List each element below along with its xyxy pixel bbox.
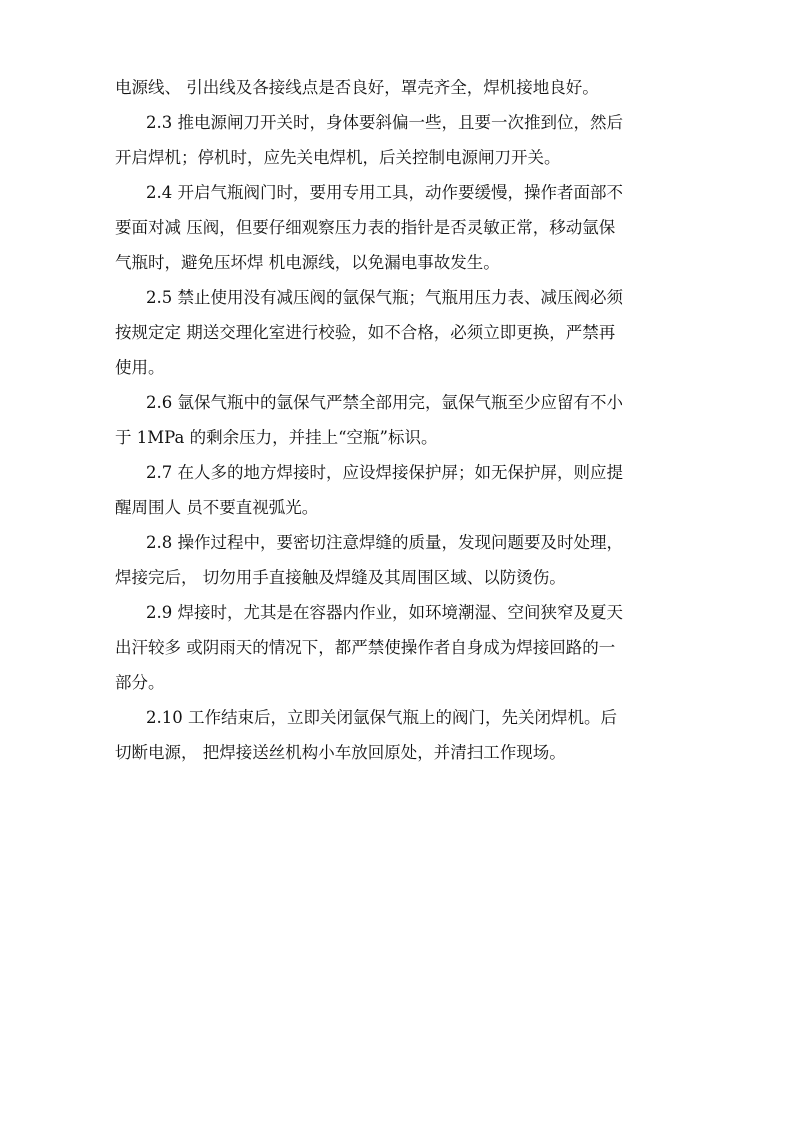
text-line: 2.7 在人多的地方焊接时，应设焊接保护屏；如无保护屏，则应提: [146, 463, 623, 482]
text-line: 2.4 开启气瓶阀门时，要用专用工具，动作要缓慢，操作者面部不: [146, 183, 623, 202]
text-line: 按规定定 期送交理化室进行校验，如不合格，必须立即更换，严禁再: [115, 323, 616, 342]
text-line: 切断电源， 把焊接送丝机构小车放回原处，并清扫工作现场。: [115, 743, 566, 762]
text-line: 2.3 推电源闸刀开关时，身体要斜偏一些，且要一次推到位，然后: [146, 113, 623, 132]
text-line: 部分。: [115, 673, 165, 692]
text-line: 电源线、 引出线及各接线点是否良好，罩壳齐全，焊机接地良好。: [115, 78, 599, 97]
text-line: 2.6 氩保气瓶中的氩保气严禁全部用完，氩保气瓶至少应留有不小: [146, 393, 623, 412]
text-line: 2.9 焊接时，尤其是在容器内作业，如环境潮湿、空间狭窄及夏天: [146, 603, 623, 622]
text-line: 出汗较多 或阴雨天的情况下，都严禁使操作者自身成为焊接回路的一: [115, 638, 616, 657]
text-line: 2.8 操作过程中，要密切注意焊缝的质量，发现问题要及时处理，: [146, 533, 623, 552]
text-line: 开启焊机；停机时，应先关电焊机，后关控制电源闸刀开关。: [115, 148, 561, 167]
text-line: 2.5 禁止使用没有减压阀的氩保气瓶；气瓶用压力表、减压阀必须: [146, 288, 623, 307]
text-line: 焊接完后， 切勿用手直接触及焊缝及其周围区域、以防烫伤。: [115, 568, 566, 587]
document-body: [115, 70, 685, 770]
text-line: 气瓶时，避免压坏焊 机电源线，以免漏电事故发生。: [115, 253, 500, 272]
text-line: 醒周围人 员不要直视弧光。: [115, 498, 319, 517]
text-line: 要面对减 压阀，但要仔细观察压力表的指针是否灵敏正常，移动氩保: [115, 218, 616, 237]
text-line: 使用。: [115, 358, 165, 377]
text-line: 2.10 工作结束后，立即关闭氩保气瓶上的阀门，先关闭焊机。后: [146, 708, 617, 727]
text-line: 于 1MPa 的剩余压力，并挂上“空瓶”标识。: [115, 428, 438, 447]
